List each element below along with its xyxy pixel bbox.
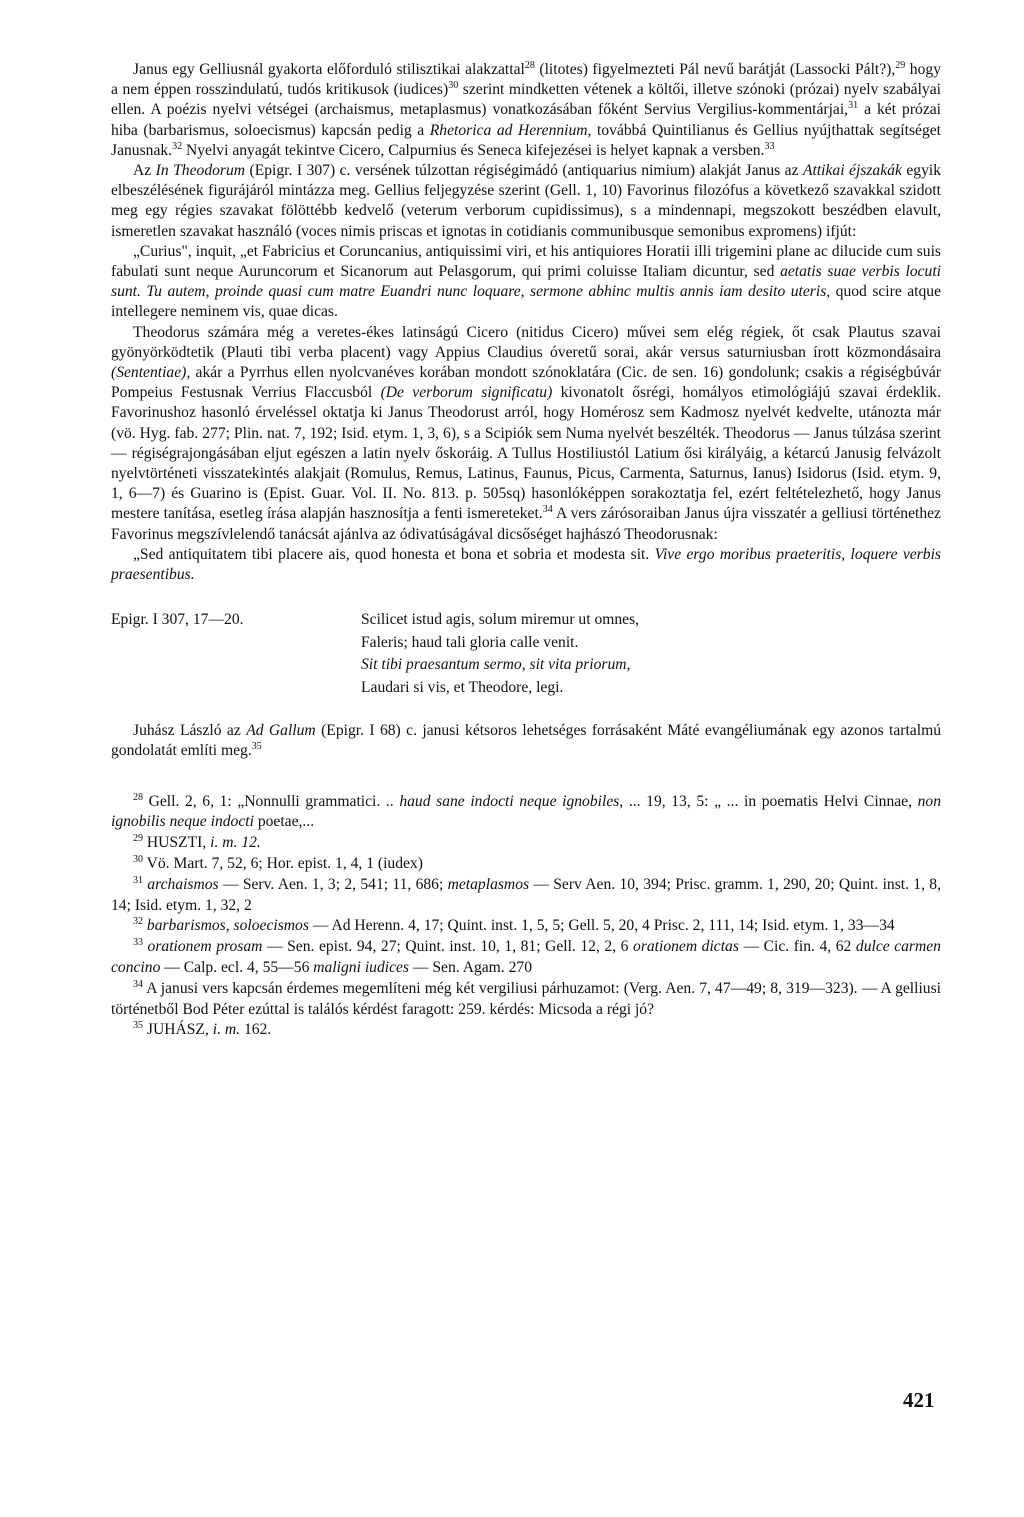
text-run: A vers zárósoraiban Janus újra visszatér a gelliusi történethez Favorinus megszívlelendő tanácsát ajánlva az ódivatúságával dicsőséget hajhászó Theodorusnak: (111, 505, 941, 543)
text-run-italic: Vive ergo moribus praeteritis, loquere verbis praesentibus. (111, 545, 941, 584)
footnote-ref[interactable]: 29 (895, 59, 906, 71)
footnote-number: 34 (133, 978, 143, 990)
footnote-number: 29 (133, 833, 143, 845)
text-run-italic: dulce carmen concino (111, 938, 941, 977)
text-run: „Sed antiquitatem tibi placere ais, quod honesta et bona et sobria et modesta sit. (133, 545, 655, 563)
text-run-italic: i. m. 12. (210, 834, 261, 852)
text-run-italic: orationem prosam (143, 938, 263, 956)
footnote-33 (111, 937, 941, 979)
poem-block (111, 609, 941, 699)
footnote-ref[interactable]: 31 (848, 100, 859, 112)
footnote-number: 32 (133, 916, 143, 928)
poem-lines (361, 609, 941, 699)
text-run: hogy a nem éppen rosszindulatú, tudós kritikusok (iudices) (111, 61, 941, 99)
text-run: továbbá Quintilianus és Gellius nyújthattak segítséget Janusnak. (111, 121, 942, 159)
text-run: — Cic. fin. 4, 62 (738, 938, 856, 956)
text-run-italic: archaismos (143, 875, 219, 893)
paragraph-2 (111, 161, 941, 242)
footnote-ref[interactable]: 33 (764, 140, 775, 152)
text-run: ... 19, 13, 5: „ ... in poematis Helvi Cinnae, (623, 792, 918, 810)
text-run-italic: (De verborum significatu) (380, 384, 553, 402)
text-run-italic: aetatis suae verbis locuti sunt. Tu autem, proinde quasi cum matre Euandri nunc loquare, sermone abhinc multis annis iam desito uteris, (111, 263, 941, 301)
text-run-italic: barbarismos, soloecismos (143, 917, 309, 935)
text-run: Nyelvi anyagát tekintve Cicero, Calpurnius és Seneca kifejezései is helyet kapnak a versben. (182, 141, 765, 159)
text-run: quod scire atque intellegere neminem vis, quae dicas. (111, 283, 941, 321)
footnote-30 (111, 854, 941, 875)
poem-line: Scilicet istud agis, solum miremur ut omnes, (361, 611, 640, 629)
poem-line: Laudari si vis, et Theodore, legi. (361, 678, 564, 696)
text-run: poetae,... (253, 813, 315, 831)
text-run-italic: Ad Gallum (246, 722, 316, 740)
text-run-italic: non ignobilis neque indocti (111, 792, 942, 831)
text-run-italic: (Sententiae), (111, 364, 191, 382)
footnote-31 (111, 875, 941, 917)
text-run-italic: Rhetorica ad Herennium, (429, 121, 592, 139)
footnote-ref[interactable]: 35 (251, 741, 262, 753)
text-run: „Curius", inquit, „et Fabricius et Coruncanius, antiquissimi viri, et his antiquiores Horatii illi trigemini plane ac dilucide cum suis fabulati sunt neque Auruncorum et Sicanorum aut Pelasgorum, qui primi coluisse Italiam dicuntur, sed (111, 242, 941, 281)
footnote-number: 31 (133, 874, 143, 886)
text-run: Janus egy Gelliusnál gyakorta előforduló stilisztikai alakzattal (133, 61, 525, 78)
text-run: kivonatolt ősrégi, homályos etimológiájú szavai érdeklik. Favorinushoz hasonló érveléssel oktatja ki Janus Theodorust arról, hogy Homérosz sem Kadmosz nyelvét kedvelte, utánozta már (vö. Hyg. fab. 277; Plin. nat. 7, 192; Isid. etym. 1, 3, 6), s a Scipiók sem Numa nyelvét beszélték. Theodorus — Janus túlzása szerint — régiségrajongásában eljut egészen a latin nyelv őskoráig. A Tullus Hostiliustól Latium ősi királyáig, a kétarcú Janusig felvázolt nyelvtörténeti visszatekintés alakjait (Romulus, Remus, Latinus, Faunus, Picus, Carmenta, Saturnus, Ianus) Isidorus (Isid. etym. 9, 1, 6—7) és Guarino is (Epist. Guar. Vol. II. No. 813. p. 505sq) hasonlóképpen sorakoztatja fel, ezért feltételezhető, hogy Janus mestere tanítása, esetleg írása alapján hasznosítja a fenti ismereteket. (111, 384, 941, 523)
footnote-29 (111, 833, 941, 854)
quote-favorinus (111, 545, 941, 585)
text-run: — Sen. Agam. 270 (408, 959, 532, 977)
text-run: — Serv. Aen. 1, 3; 2, 541; 11, 686; (218, 875, 448, 893)
text-run: szerint mindketten vétenek a költői, illetve szónoki (prózai) nyelv szabályai ellen. A poézis nyelvi vétségei (archaismus, metaplasmus) vonatkozásában főként Servius Vergilius-kommentárjai, (111, 81, 941, 119)
footnote-ref[interactable]: 30 (448, 80, 459, 92)
text-run: Vö. Mart. 7, 52, 6; Hor. epist. 1, 4, 1 (iudex) (143, 855, 423, 873)
paragraph-3 (111, 323, 941, 545)
footnote-ref[interactable]: 28 (524, 59, 535, 71)
text-run: 162. (240, 1021, 272, 1039)
text-run: JUHÁSZ, (143, 1021, 213, 1039)
poem-line: Faleris; haud tali gloria calle venit. (361, 633, 579, 651)
text-run: — Serv Aen. 10, 394; Prisc. gramm. 1, 290, 20; Quint. inst. 1, 8, 14; Isid. etym. 1, 32, 2 (111, 875, 941, 914)
paragraph-4 (111, 721, 941, 761)
text-run: — Calp. ecl. 4, 55—56 (160, 959, 314, 977)
footnote-35 (111, 1020, 941, 1041)
text-run: — Ad Herenn. 4, 17; Quint. inst. 1, 5, 5; Gell. 5, 20, 4 Prisc. 2, 111, 14; Isid. etym. 1, 33—34 (308, 917, 895, 935)
text-run: egyik elbeszélésének figurájáról mintázza meg. Gellius feljegyzése szerint (Gell. 1, 10) Favorinus filozófus a következő szavakkal szidott meg egy régies szavakat fölöttébb kedvelő (veterum verborum cupidissimus), s a mindennapi, megszokott beszédben elavult, ismeretlen szavakat használó (voces nimis priscas et ignotas in cotidianis communibusque semonibus expromens) ifjút: (111, 162, 941, 240)
footnote-number: 35 (133, 1020, 143, 1032)
text-run-italic: metaplasmos (447, 875, 530, 893)
text-run-italic: Attikai éjszakák (802, 162, 902, 180)
text-run: (litotes) figyelmezteti Pál nevű barátját (Lassocki Pált?), (534, 61, 896, 78)
footnote-ref[interactable]: 34 (542, 504, 553, 516)
text-run: Juhász László az (133, 722, 247, 740)
footnote-number: 30 (133, 853, 143, 865)
text-run: a két prózai hiba (barbarismus, soloecismus) kapcsán pedig a (111, 101, 941, 139)
text-run: Gell. 2, 6, 1: „Nonnulli grammatici. .. (143, 792, 400, 810)
text-run: — Sen. epist. 94, 27; Quint. inst. 10, 1, 81; Gell. 12, 2, 6 (262, 938, 634, 956)
text-run-italic: maligni iudices (313, 959, 409, 977)
text-run: Az (133, 162, 156, 180)
quote-gellius (111, 242, 941, 323)
text-run-italic: haud sane indocti neque ignobiles, (399, 792, 624, 810)
text-run: A janusi vers kapcsán érdemes megemlíteni még két vergiliusi párhuzamot: (Verg. Aen. 7, 47—49; 8, 319—323). — A gelliusi történetből Bod Péter ezúttal is találós kérdést faragott: 259. kérdés: Micsoda a régi jó? (111, 979, 941, 1018)
poem-line-italic: Sit tibi praesantum sermo, sit vita priorum, (361, 656, 631, 674)
page-body (111, 60, 941, 1041)
text-run: HUSZTI, (143, 834, 211, 852)
footnote-32 (111, 916, 941, 937)
text-run-italic: In Theodorum (155, 162, 246, 180)
footnote-number: 28 (133, 791, 143, 803)
footnotes (111, 792, 941, 1042)
text-run: Theodorus számára még a veretes-ékes latinságú Cicero (nitidus Cicero) művei sem elég régiek, őt csak Plautus szavai gyönyörködtetik (Plauti tibi verba placent) vagy Appius Claudius óveretű sorai, akár versus saturniusban írott közmondásaira (111, 323, 941, 361)
text-run: akár a Pyrrhus ellen nyolcvanéves korában mondott szónoklatára (Cic. de sen. 16) gondolunk; csakis a régiségbúvár Pompeius Festusnak Verrius Flaccusból (111, 364, 941, 402)
poem-reference: Epigr. I 307, 17—20. (111, 611, 244, 629)
footnote-34 (111, 979, 941, 1021)
text-run-italic: i. m. (212, 1021, 241, 1039)
footnote-ref[interactable]: 32 (172, 140, 183, 152)
text-run: (Epigr. I 68) c. janusi kétsoros lehetséges forrásaként Máté evangéliumának egy azonos tartalmú gondolatát említi meg. (111, 722, 941, 760)
paragraph-1 (111, 60, 941, 161)
text-run: (Epigr. I 307) c. versének túlzottan régiségimádó (antiquarius nimium) alakját Janus az (245, 162, 803, 180)
page-number: 421 (903, 1388, 935, 1412)
footnote-28 (111, 792, 941, 834)
text-run-italic: orationem dictas (633, 938, 739, 956)
footnote-number: 33 (133, 937, 143, 949)
